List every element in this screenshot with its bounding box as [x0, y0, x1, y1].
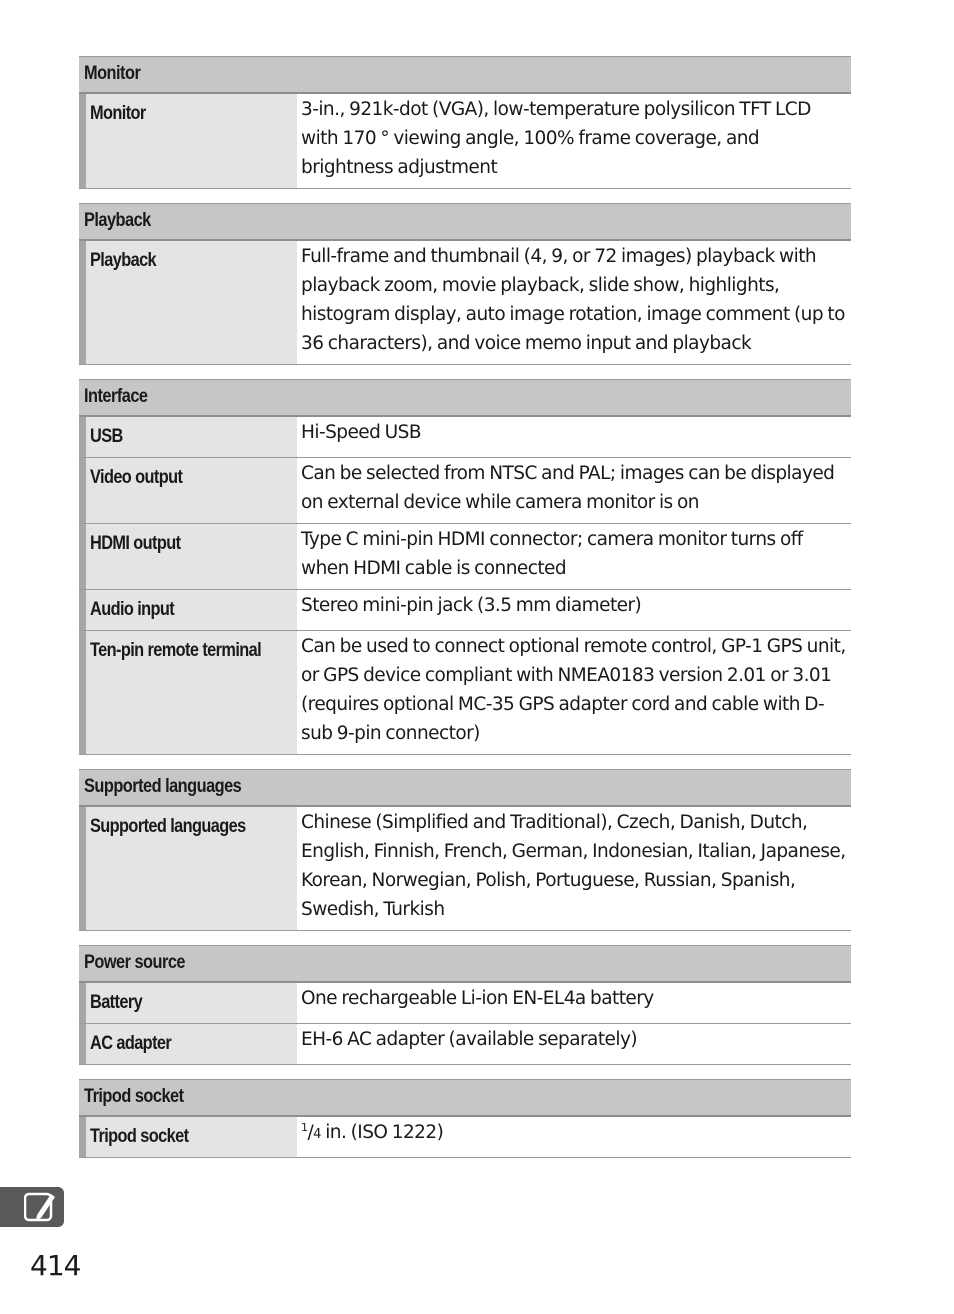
spec-row [79, 417, 851, 458]
section-playback [79, 203, 851, 365]
spec-row [79, 524, 851, 590]
section-interface [79, 379, 851, 755]
spec-value: Chinese (Simplified and Traditional), Czech, Danish, Dutch, English, Finnish, French, German, Indonesian, Italian, Japanese, Korean, Norwegian, Polish, Portuguese, Russian, Spanish, Swedish, Turkish [301, 812, 846, 920]
notes-pencil-icon [24, 1191, 58, 1223]
section-header: Interface [79, 379, 851, 417]
spec-label: USB [79, 417, 297, 457]
spec-label: Monitor [79, 94, 297, 188]
spec-value: Can be selected from NTSC and PAL; images can be displayed on external device while camera monitor is on [301, 463, 835, 513]
spec-value: Stereo mini-pin jack (3.5 mm diameter) [301, 595, 642, 616]
spec-label: Audio input [79, 590, 297, 630]
spec-label: HDMI output [79, 524, 297, 589]
spec-label: Ten-pin remote terminal [79, 631, 297, 754]
spec-label: AC adapter [79, 1024, 297, 1064]
spec-label: Supported languages [79, 807, 297, 930]
spec-value-text: in. (ISO 1222) [320, 1122, 444, 1143]
spec-value: Can be used to connect optional remote control, GP-1 GPS unit, or GPS device compliant with NMEA0183 version 2.01 or 3.01 (requires optional MC-35 GPS adapter cord and cable with D-sub 9-pin connector) [301, 636, 846, 744]
section-header: Supported languages [79, 769, 851, 807]
section-header: Playback [79, 203, 851, 241]
page-number: 414 [30, 1249, 81, 1282]
spec-value [297, 1117, 851, 1157]
spec-value: Full-frame and thumbnail (4, 9, or 72 images) playback with playback zoom, movie playback, slide show, highlights, histogram display, auto image rotation, image comment (up to 36 characters), and voice memo input and playback [301, 246, 845, 354]
section-tripod-socket [79, 1079, 851, 1158]
spec-label: Playback [79, 241, 297, 364]
fraction-denominator: 4 [313, 1127, 321, 1142]
spec-row [79, 1117, 851, 1158]
spec-row [79, 94, 851, 189]
spec-row [79, 983, 851, 1024]
spec-value: One rechargeable Li-ion EN-EL4a battery [301, 988, 654, 1009]
section-supported-languages [79, 769, 851, 931]
section-power-source [79, 945, 851, 1065]
spec-row [79, 241, 851, 365]
fraction-numerator: 1 [301, 1121, 308, 1134]
spec-value: 3-in., 921k-dot (VGA), low-temperature polysilicon TFT LCD with 170 ° viewing angle, 100% frame coverage, and brightness adjustment [301, 99, 811, 178]
spec-label: Tripod socket [79, 1117, 297, 1157]
fraction-slash: / [307, 1122, 314, 1143]
specifications-table [79, 56, 851, 1172]
spec-value: Type C mini-pin HDMI connector; camera monitor turns off when HDMI cable is connected [301, 529, 803, 579]
spec-value: Hi-Speed USB [301, 422, 421, 443]
spec-label: Video output [79, 458, 297, 523]
spec-value: EH-6 AC adapter (available separately) [301, 1029, 638, 1050]
spec-row [79, 458, 851, 524]
section-monitor [79, 56, 851, 189]
chapter-tab [0, 1187, 64, 1227]
spec-row [79, 807, 851, 931]
section-header: Tripod socket [79, 1079, 851, 1117]
spec-row [79, 590, 851, 631]
section-header: Power source [79, 945, 851, 983]
spec-row [79, 631, 851, 755]
section-header: Monitor [79, 56, 851, 94]
spec-row [79, 1024, 851, 1065]
spec-label: Battery [79, 983, 297, 1023]
